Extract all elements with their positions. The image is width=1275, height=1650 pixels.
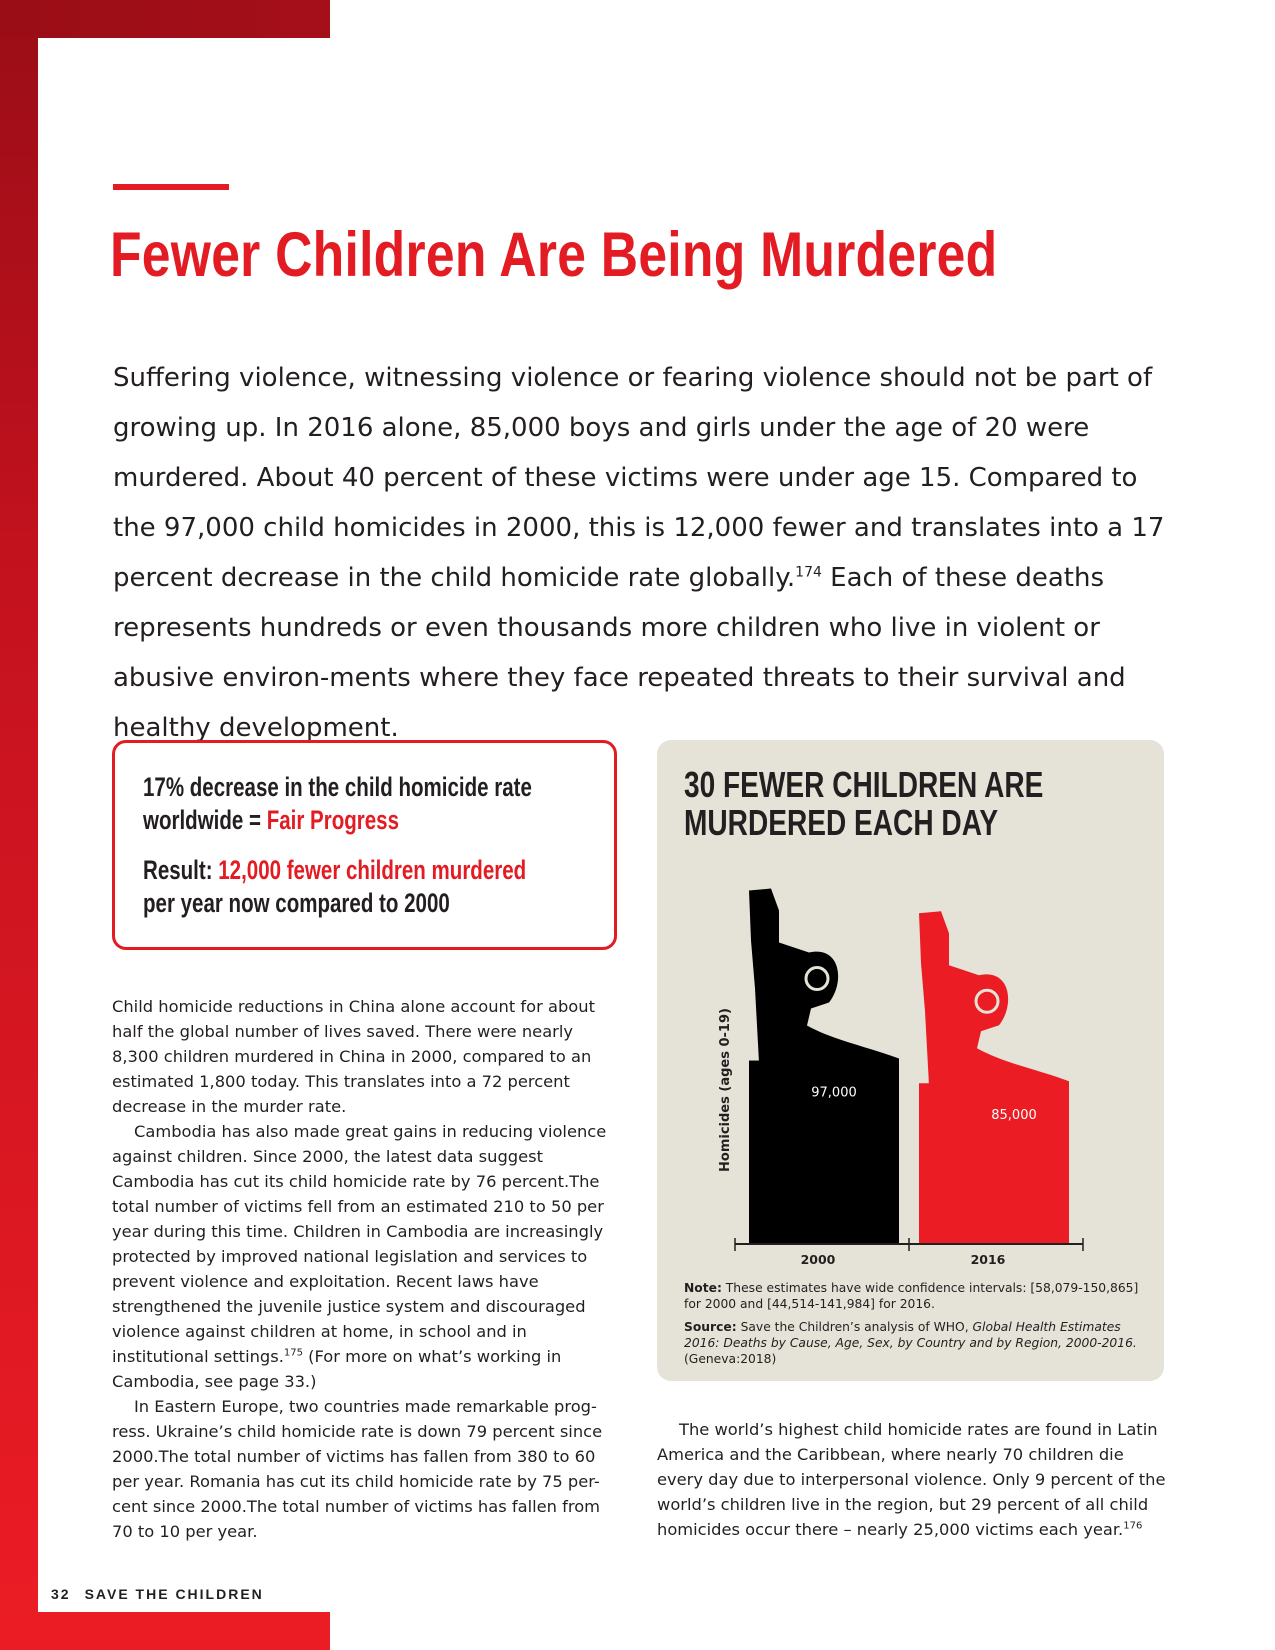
body-paragraph-eastern-europe: In Eastern Europe, two countries made remarkable prog-ress. Ukraine’s child homicide rate is down 79 percent since 2000.The total number of victims has fallen from 380 to 60 per year. Romania has cut its child homicide rate by 75 per-cent since 2000.The total number of victims has fallen from 70 to 10 per year.	[112, 1397, 603, 1541]
bottom-red-tab	[0, 1612, 330, 1650]
page-number: 32	[51, 1586, 71, 1602]
source-title: Global Health Estimates 2016: Deaths by Cause, Age, Sex, by Country and by Region, 2000-2016.	[684, 1320, 1137, 1350]
callout-content	[143, 771, 629, 920]
callout-result-line	[143, 854, 629, 887]
bar-value-label: 85,000	[991, 1108, 1037, 1124]
top-red-tab	[0, 0, 330, 38]
chart-title: 30 FEWER CHILDREN ARE MURDERED EACH DAY	[684, 764, 1044, 843]
source-text: Save the Children’s analysis of WHO,	[736, 1320, 973, 1334]
cambodia-tail: (For more on what’s working in Cambodia, see page 33.)	[112, 1347, 562, 1391]
intro-paragraph	[113, 353, 1173, 753]
left-red-edge	[0, 0, 38, 1650]
cambodia-text: Cambodia has also made great gains in reducing violence against children. Since 2000, the latest data suggest Cambodia has cut its child homicide rate by 76 percent.The total number of victims fell from an estimated 210 to 50 per year during this time. Children in Cambodia are increasingly protected by improved national legislation and services to prevent violence and exploitation. Recent laws have strengthened the juvenile justice system and discouraged violence against children at home, in school and in institutional settings.	[112, 1122, 607, 1366]
body-paragraph-china: Child homicide reductions in China alone account for about half the global number of lives saved. There were nearly 8,300 children murdered in China in 2000, compared to an estimated 1,800 today. This translates into a 72 percent decrease in the murder rate.	[112, 997, 595, 1116]
page-footer	[51, 1586, 264, 1602]
intro-text-part2: Each of these deaths represents hundreds or even thousands more children who live in violent or abusive environ-ments where they face repeated threats to their survival and healthy development.	[113, 563, 1126, 743]
source-label: Source:	[684, 1320, 737, 1334]
latin-america-footnote-ref: 176	[1123, 1520, 1143, 1532]
title-accent-rule	[113, 184, 229, 190]
page-title: Fewer Children Are Being Murdered	[110, 220, 998, 290]
x-tick-label: 2000	[800, 1252, 836, 1267]
revolver-icon	[749, 889, 899, 1063]
intro-text-part1: Suffering violence, witnessing violence or fearing violence should not be part of growing up. In 2016 alone, 85,000 boys and girls under the age of 20 were murdered. About 40 percent of these victims were under age 15. Compared to the 97,000 child homicides in 2000, this is 12,000 fewer and translates into a 17 percent decrease in the child homicide rate globally.	[113, 363, 1165, 593]
callout-result-rest: per year now compared to 2000	[143, 888, 450, 918]
x-tick-label: 2016	[970, 1252, 1006, 1267]
y-axis-label: Homicides (ages 0-19)	[718, 1008, 733, 1172]
callout-result-label: Result:	[143, 855, 219, 885]
chart-notes	[684, 1280, 1149, 1374]
callout-line-2	[143, 804, 629, 837]
callout-result-highlight: 12,000 fewer children murdered	[218, 855, 527, 885]
callout-line-1: 17% decrease in the child homicide rate	[143, 772, 532, 802]
source-end: (Geneva:2018)	[684, 1352, 777, 1366]
callout-progress-rating: Fair Progress	[266, 805, 400, 835]
revolver-icon	[919, 911, 1069, 1085]
left-body-column	[112, 994, 622, 1544]
right-body-paragraph	[657, 1417, 1167, 1542]
cambodia-footnote-ref: 175	[283, 1347, 303, 1359]
chart-panel	[657, 740, 1164, 1381]
chart-bars	[749, 889, 1069, 1244]
key-fact-callout	[112, 740, 617, 950]
chart-note	[684, 1280, 1149, 1312]
note-text: These estimates have wide confidence intervals: [58,079-150,865] for 2000 and [44,514-141,984] for 2016.	[684, 1281, 1139, 1311]
callout-gap	[143, 837, 629, 854]
x-tick-labels	[801, 1252, 1006, 1267]
bar-value-label: 97,000	[811, 1085, 857, 1101]
publication-name: SAVE THE CHILDREN	[84, 1586, 264, 1602]
note-label: Note:	[684, 1281, 722, 1295]
latin-america-text: The world’s highest child homicide rates are found in Latin America and the Caribbean, where nearly 70 children die every day due to interpersonal violence. Only 9 percent of the world’s children live in the region, but 29 percent of all child homicides occur there – nearly 25,000 victims each year.	[657, 1420, 1166, 1539]
chart-source	[684, 1319, 1149, 1367]
body-paragraph-cambodia	[112, 1119, 622, 1394]
callout-line-2-prefix: worldwide =	[143, 805, 267, 835]
intro-footnote-ref: 174	[795, 564, 822, 581]
